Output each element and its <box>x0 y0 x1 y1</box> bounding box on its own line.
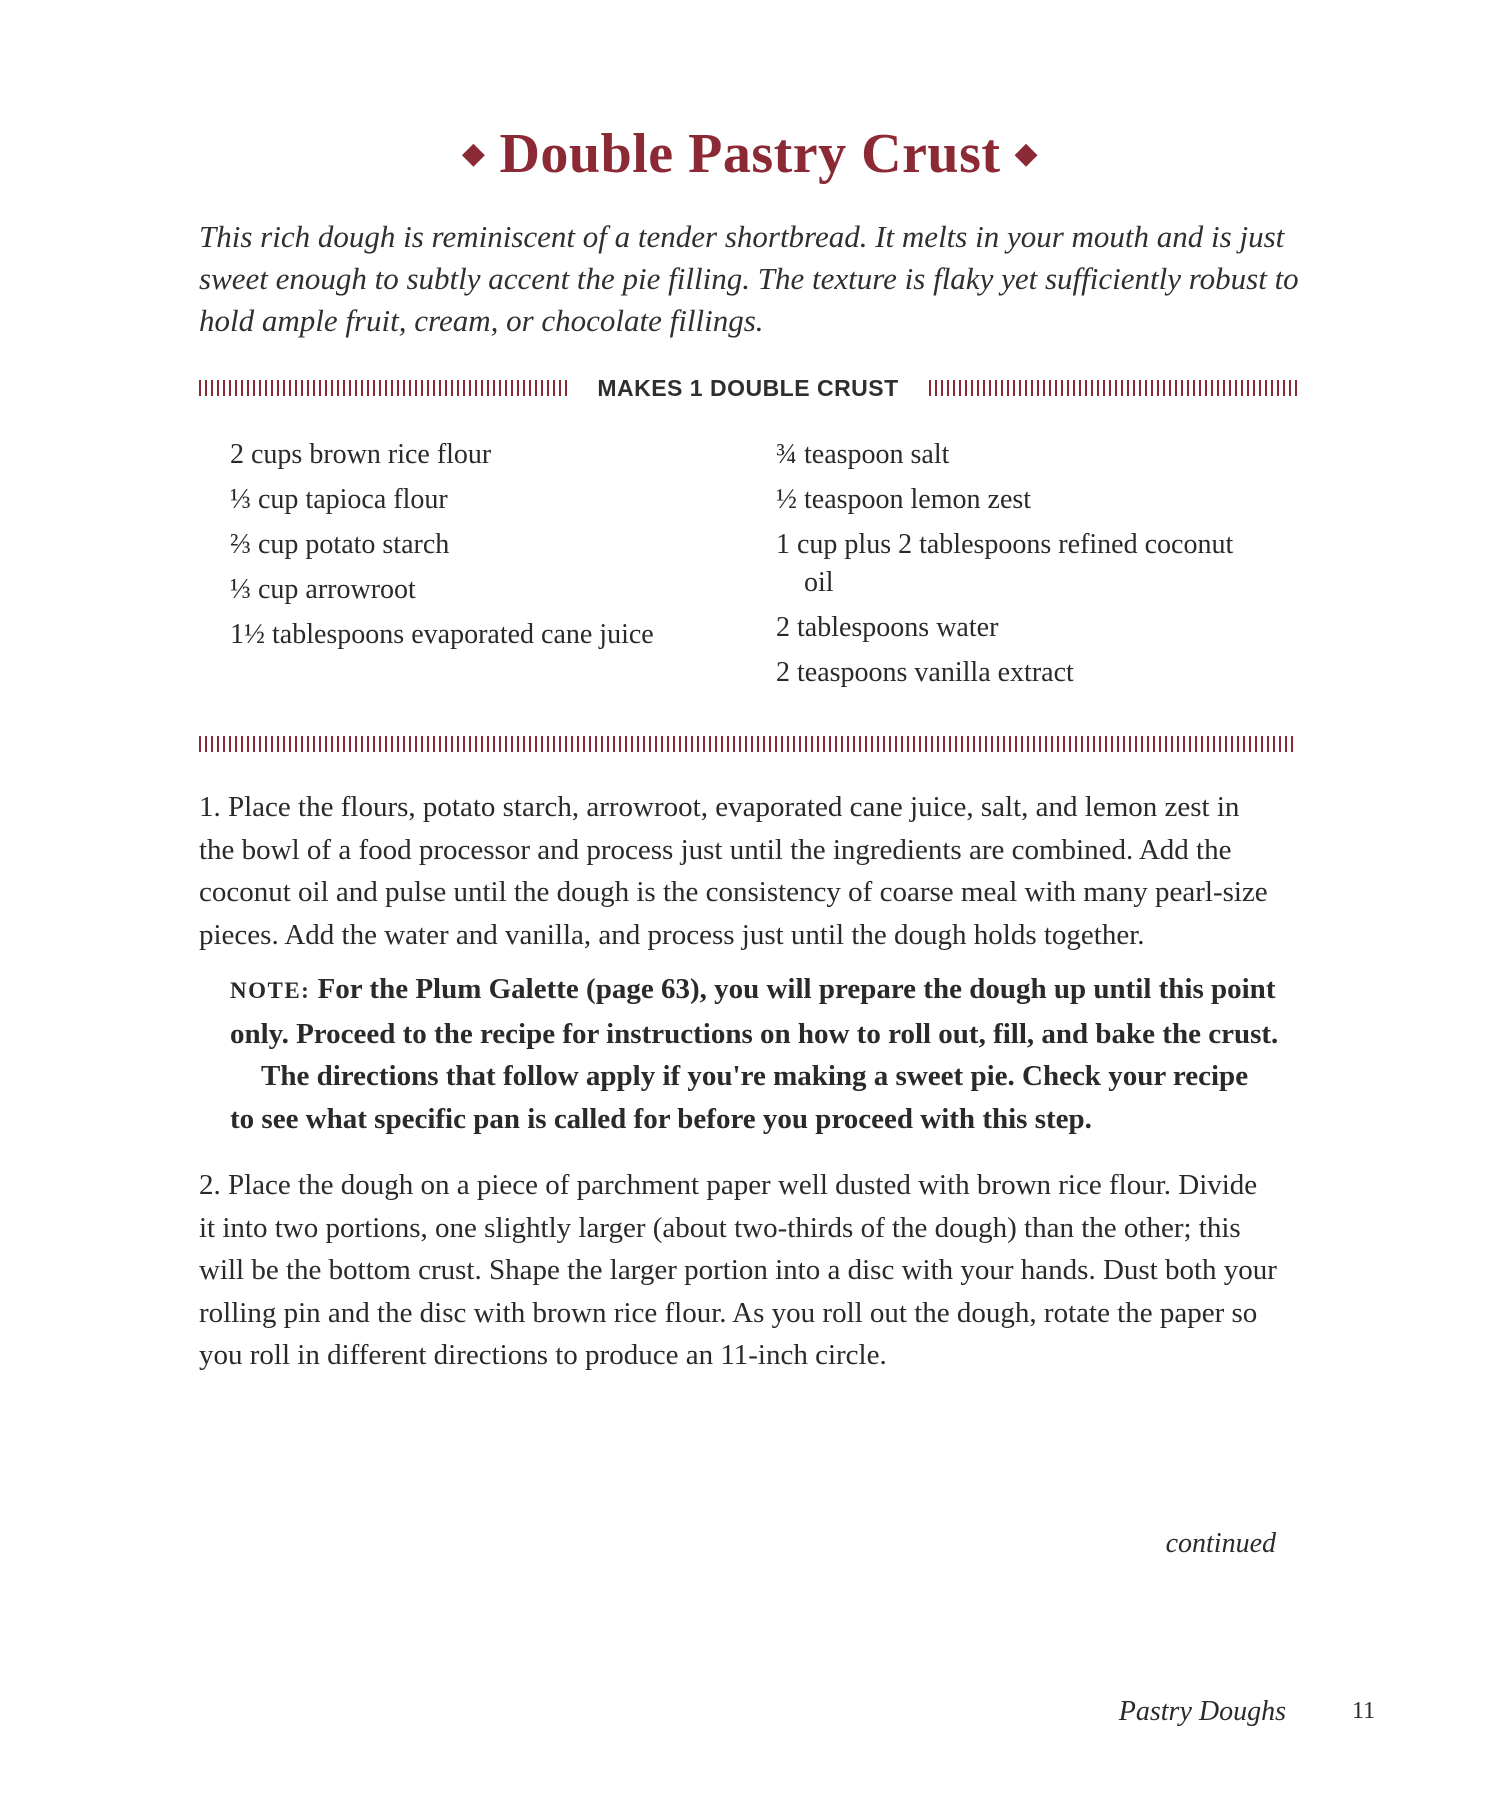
recipe-title-text: Double Pastry Crust <box>499 123 1001 185</box>
note-block <box>230 968 1279 1140</box>
ingredient-item: ⅔ cup potato starch <box>230 529 450 560</box>
diamond-ornament-left-icon: ◆ <box>461 136 486 170</box>
diamond-ornament-right-icon: ◆ <box>1014 136 1039 170</box>
ingredients-left-column <box>230 436 710 661</box>
yield-label: MAKES 1 DOUBLE CRUST <box>597 374 899 401</box>
footer-section-title: Pastry Doughs <box>1118 1696 1286 1727</box>
recipe-intro: This rich dough is reminiscent of a tender shortbread. It melts in your mouth and is just sweet enough to subtly accent the pie filling. The texture is flaky yet sufficiently robust to hold ample fruit, cream, or chocolate fillings. <box>199 219 1299 338</box>
hatch-rule-right <box>929 380 1297 396</box>
note-text: For the Plum Galette (page 63), you will prepare the dough up until this point only. Proceed to the recipe for instructions on how to roll out, fill, and bake the crust. <box>230 973 1279 1050</box>
ingredient-item: ⅓ cup arrowroot <box>230 574 416 605</box>
ingredient-item: 2 cups brown rice flour <box>230 439 492 470</box>
yield-banner <box>199 374 1297 402</box>
ingredients-right-column <box>776 436 1256 699</box>
note-text-2: The directions that follow apply if you're making a sweet pie. Check your recipe to see what specific pan is called for before you proceed with this step. <box>230 1060 1249 1135</box>
ingredients-divider <box>199 730 1297 758</box>
ingredient-item: 1 cup plus 2 tablespoons refined coconut oil <box>776 529 1234 598</box>
ingredient-item: 2 teaspoons vanilla extract <box>776 657 1074 688</box>
ingredient-item: ⅓ cup tapioca flour <box>230 484 448 515</box>
ingredient-item: ½ teaspoon lemon zest <box>776 484 1032 515</box>
continued-marker: continued <box>1165 1528 1276 1559</box>
step-2: 2. Place the dough on a piece of parchment paper well dusted with brown rice flour. Divide it into two portions, one slightly larger (about two-thirds of the dough) than the other; this will be the bottom crust. Shape the larger portion into a disc with your hands. Dust both your rolling pin and the disc with brown rice flour. As you roll out the dough, rotate the paper so you roll in different directions to produce an 11-inch circle. <box>199 1169 1277 1371</box>
recipe-title <box>0 122 1500 186</box>
ingredient-item: 2 tablespoons water <box>776 612 999 643</box>
ingredient-item: ¾ teaspoon salt <box>776 439 950 470</box>
note-label: NOTE: <box>230 978 311 1003</box>
hatch-rule-full <box>199 736 1297 752</box>
footer-page-number: 11 <box>1352 1698 1376 1724</box>
hatch-rule-left <box>199 380 567 396</box>
ingredient-item: 1½ tablespoons evaporated cane juice <box>230 619 654 650</box>
recipe-steps <box>199 786 1279 1389</box>
step-1: 1. Place the flours, potato starch, arrowroot, evaporated cane juice, salt, and lemon zest in the bowl of a food processor and process just until the ingredients are combined. Add the coconut oil and pulse until the dough is the consistency of coarse meal with many pearl-size pieces. Add the water and vanilla, and process just until the dough holds together. <box>199 791 1268 951</box>
